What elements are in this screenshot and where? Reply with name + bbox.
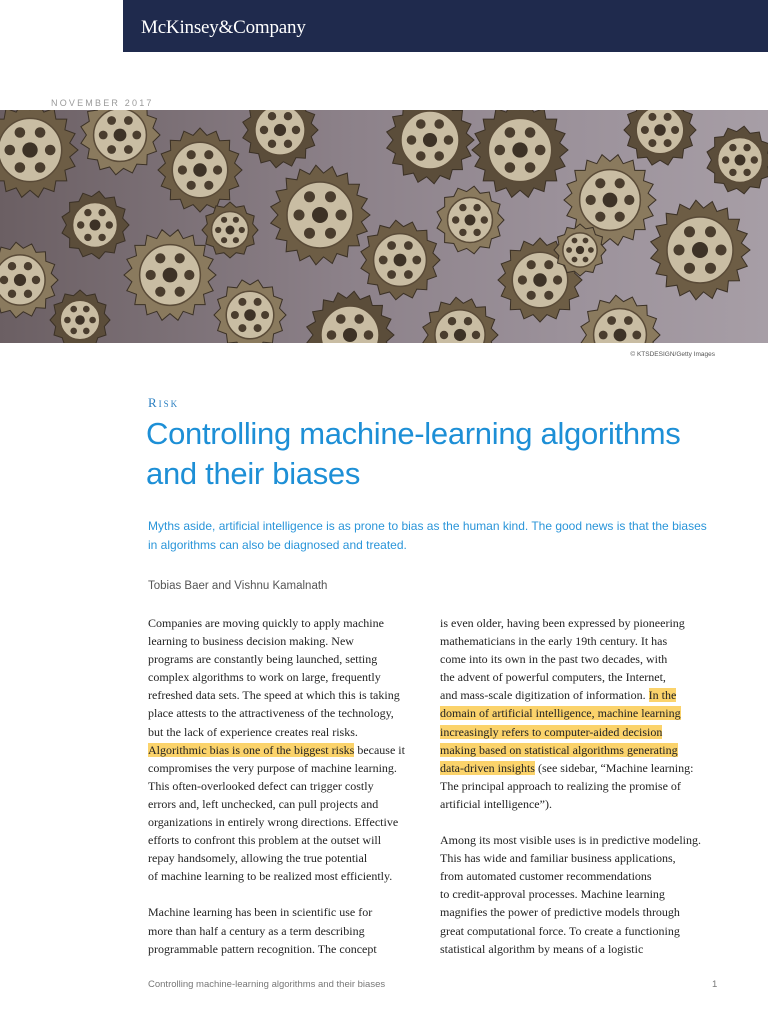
paragraph: is even older, having been expressed by pioneering mathematicians in the early 19th century. It has come into its own in the past two decades, with the advent of powerful computers, the Internet, and mass-scale digitization of information. In the domain of artificial intelligence, machine learning increasingly refers to computer-aided decision making based on statistical algorithms generating data-driven insights (see sidebar, “Machine learning: The principal approach to realizing the promise of artificial intelligence”). [440,616,694,811]
highlighted-text: domain of artificial intelligence, machine learning [440,706,681,721]
highlighted-text: making based on statistical algorithms generating [440,742,678,757]
gear-icon [437,186,504,254]
highlighted-text: In the [648,688,677,703]
gear-icon [423,297,498,343]
gear-icon [62,191,129,259]
gear-icon [271,165,370,265]
body-column-right [440,614,725,958]
highlighted-text: data-driven insights [440,760,535,775]
gear-icon [158,128,242,212]
publication-date: NOVEMBER 2017 [51,98,154,108]
highlighted-text: Algorithmic bias is one of the biggest risks [148,742,355,757]
image-credit: © KTSDESIGN/Getty Images [630,351,715,358]
gear-icon [707,126,768,194]
gear-icon [651,200,750,300]
gear-icon [361,220,440,300]
gear-icon [124,230,216,321]
gear-icon [81,110,160,175]
gear-icon [0,242,58,318]
header-bar [123,0,768,52]
article-authors: Tobias Baer and Vishnu Kamalnath [148,580,328,592]
gear-icon [387,110,474,184]
gear-icon [624,110,696,165]
hero-image [0,110,768,343]
gear-icon [50,290,110,343]
gear-icon [472,110,568,197]
gear-icon [307,291,394,343]
article-title: Controlling machine-learning algorithms and their biases [146,416,681,491]
brand-logo: McKinsey&Company [141,17,306,38]
paragraph: Among its most visible uses is in predictive modeling. This has wide and familiar business applications, from automated customer recommendations to credit-approval processes. Machine learning magnifies the power of predictive models through great computational force. To create a functioning statistical algorithm by means of a logistic [440,833,701,956]
body-column-left [148,614,433,958]
paragraph: Companies are moving quickly to apply machine learning to business decision making. New programs are constantly being launched, setting complex algorithms to work on large, frequently refreshed data sets. The speed at which this is taking place attests to the attractiveness of the technology, but the lack of experience creates real risks. Algorithmic bias is one of the biggest risks because it compromises the very purpose of machine learning. This often-overlooked defect can trigger costly errors and, left unchecked, can pull projects and organizations in entirely wrong directions. Effective efforts to confront this problem at the outset will repay handsomely, allowing the true potential of machine learning to be realized most efficiently. [148,616,405,884]
gear-icon [214,280,286,343]
highlighted-text: increasingly refers to computer-aided decision [440,724,663,739]
paragraph: Machine learning has been in scientific use for more than half a century as a term describing programmable pattern recognition. The concept [148,905,377,956]
page-number: 1 [712,979,718,990]
gears-icon [0,110,768,343]
footer-title: Controlling machine-learning algorithms and their biases [148,979,386,990]
gear-icon [581,295,660,343]
gear-icon [202,202,258,258]
gear-icon [0,110,78,197]
article-deck: Myths aside, artificial intelligence is as prone to bias as the human kind. The good news is that the biases in algorithms can also be diagnosed and treated. [148,519,707,552]
gear-icon [243,110,318,168]
article-category[interactable]: Risk [148,395,180,410]
